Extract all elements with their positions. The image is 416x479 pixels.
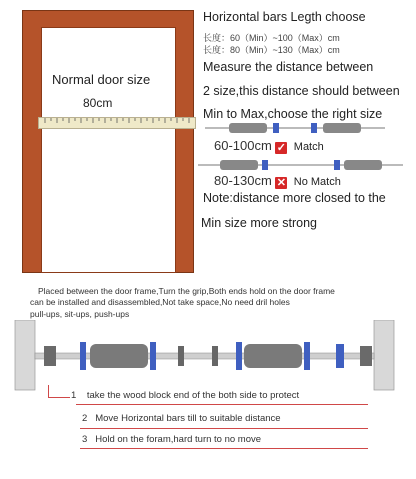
note-line-1: Note:distance more closed to the: [203, 191, 386, 205]
divider-line: [80, 448, 368, 449]
step-2: [82, 413, 281, 424]
option-2-size: 80-130cm: [214, 173, 272, 188]
measure-line-1: Measure the distance between: [203, 60, 374, 74]
size-range-2: 长度：80（Min）~130（Max）cm: [203, 45, 340, 55]
door-size-label: Normal door size: [52, 72, 151, 87]
step-2-text: Move Horizontal bars till to suitable distance: [95, 413, 281, 424]
measuring-tape-icon: [38, 117, 196, 129]
option-2-status: No Match: [293, 176, 341, 188]
size-range-1: 长度：60（Min）~100（Max）cm: [203, 33, 340, 43]
divider-line: [80, 428, 368, 429]
measure-line-3: Min to Max,choose the right size: [203, 107, 383, 121]
install-caption-3: pull-ups, sit-ups, push-ups: [30, 309, 130, 319]
option-1-size: 60-100cm: [214, 138, 272, 153]
install-caption-2: can be installed and disassembled,Not take space,No need dril holes: [30, 297, 290, 307]
step-1-text: take the wood block end of the both side to protect: [86, 390, 300, 401]
connector-line: [48, 397, 70, 398]
option-1: [214, 138, 324, 154]
step-2-number: 2: [82, 413, 88, 424]
install-caption-1: Placed between the door frame,Turn the grip,Both ends hold on the door frame: [38, 286, 335, 296]
connector-line: [48, 385, 49, 397]
measure-line-2: 2 size,this distance should between: [203, 84, 400, 98]
door-width-value: 80cm: [83, 96, 113, 110]
divider-line: [76, 404, 368, 405]
check-icon: ✓: [276, 142, 286, 154]
note-line-2: Min size more strong: [201, 216, 318, 230]
step-3-number: 3: [82, 434, 88, 445]
step-1-number: 1: [71, 390, 77, 401]
horizontal-bar-icon: [205, 121, 385, 139]
door-opening: [41, 27, 176, 273]
step-3: [82, 434, 261, 445]
option-1-status: Match: [293, 141, 324, 153]
step-3-text: Hold on the foram,hard turn to no move: [95, 434, 262, 445]
step-1: [71, 390, 299, 401]
option-2: [214, 173, 341, 189]
x-icon: ✕: [276, 177, 286, 189]
info-title: Horizontal bars Legth choose: [203, 10, 366, 24]
